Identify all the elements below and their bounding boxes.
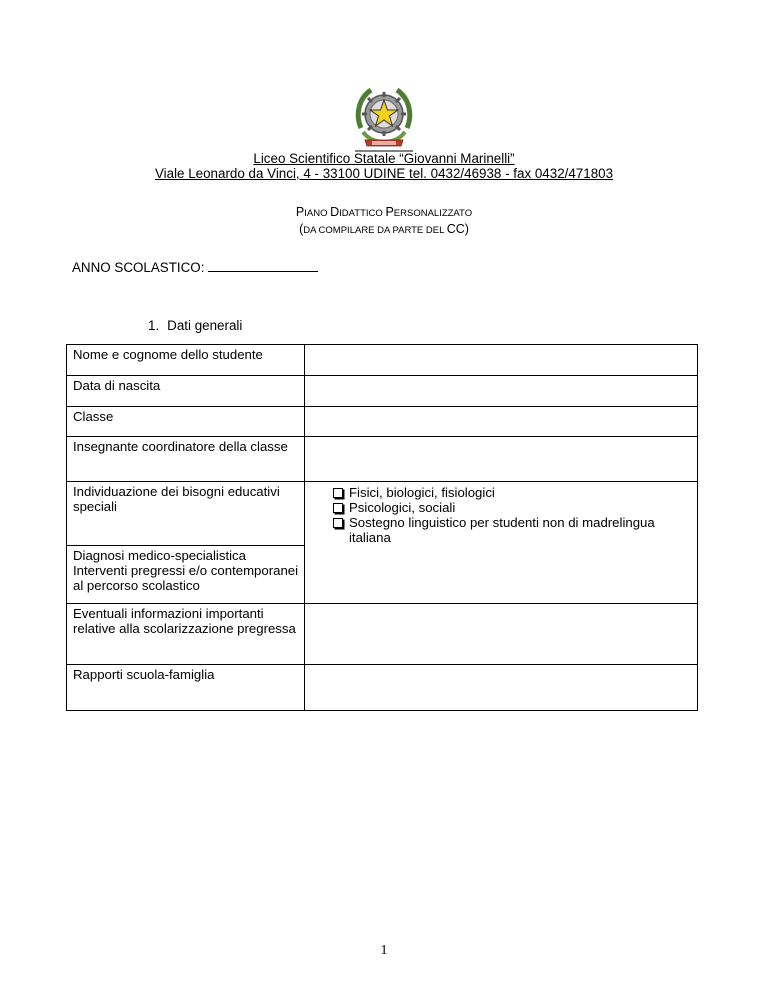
row-value-cell[interactable] bbox=[305, 376, 698, 407]
bes-option bbox=[333, 515, 692, 545]
row-label: Nome e cognome dello studente bbox=[67, 345, 305, 376]
checkbox-icon[interactable] bbox=[333, 518, 343, 528]
bes-option bbox=[333, 485, 692, 500]
school-address: Viale Leonardo da Vinci, 4 - 33100 UDINE tel. 0432/46938 - fax 0432/471803 bbox=[154, 166, 614, 181]
table-row bbox=[67, 482, 698, 546]
table-row bbox=[67, 665, 698, 711]
bes-option bbox=[333, 500, 692, 515]
bes-option-label: Fisici, biologici, fisiologici bbox=[349, 485, 495, 500]
title-segment: IDATTICO bbox=[339, 208, 386, 219]
row-value-cell[interactable] bbox=[305, 665, 698, 711]
title-segment: DA COMPILARE DA PARTE DEL bbox=[303, 225, 447, 236]
checkbox-icon[interactable] bbox=[333, 503, 343, 513]
section-heading bbox=[148, 318, 242, 333]
title-segment: CC) bbox=[446, 222, 469, 236]
row-label: Individuazione dei bisogni educativi speciali bbox=[67, 482, 305, 546]
school-year-label: ANNO SCOLASTICO: bbox=[72, 260, 205, 275]
row-value-cell[interactable] bbox=[305, 437, 698, 482]
row-value-cell[interactable] bbox=[305, 345, 698, 376]
school-year-field bbox=[72, 258, 318, 275]
school-name: Liceo Scientifico Statale “Giovanni Marinelli” bbox=[253, 151, 515, 166]
table-row bbox=[67, 376, 698, 407]
title-segment: IANO bbox=[304, 208, 331, 219]
table-row bbox=[67, 437, 698, 482]
bes-option-label: Psicologici, sociali bbox=[349, 500, 456, 515]
row-value-cell[interactable] bbox=[305, 604, 698, 665]
row-label: Diagnosi medico-specialistica Interventi pregressi e/o contemporanei al percorso scolastico bbox=[67, 546, 305, 604]
document-subtitle bbox=[0, 222, 768, 236]
italian-republic-emblem bbox=[353, 84, 415, 152]
bes-option-label: Sostegno linguistico per studenti non di madrelingua italiana bbox=[349, 515, 655, 545]
row-value-cell[interactable] bbox=[305, 546, 698, 604]
row-label: Eventuali informazioni importanti relative alla scolarizzazione pregressa bbox=[67, 604, 305, 665]
title-segment: P bbox=[385, 205, 394, 219]
title-segment: P bbox=[295, 205, 305, 219]
section-number: 1. bbox=[148, 318, 160, 333]
bes-options-cell bbox=[305, 482, 698, 546]
title-segment: D bbox=[330, 205, 340, 219]
row-label: Data di nascita bbox=[67, 376, 305, 407]
title-segment: ERSONALIZZATO bbox=[393, 208, 473, 219]
section-title: Dati generali bbox=[167, 318, 243, 333]
table-row bbox=[67, 345, 698, 376]
table-row bbox=[67, 407, 698, 437]
row-value-cell[interactable] bbox=[305, 407, 698, 437]
document-title bbox=[0, 205, 768, 219]
row-label: Insegnante coordinatore della classe bbox=[67, 437, 305, 482]
checkbox-icon[interactable] bbox=[333, 488, 343, 498]
page-number: 1 bbox=[380, 943, 388, 958]
bes-options-list bbox=[311, 485, 692, 545]
title-segment: ( bbox=[299, 222, 304, 236]
general-data-table bbox=[66, 344, 698, 711]
school-year-blank[interactable] bbox=[208, 258, 318, 272]
row-label: Rapporti scuola-famiglia bbox=[67, 665, 305, 711]
table-row bbox=[67, 546, 698, 604]
table-row bbox=[67, 604, 698, 665]
row-label: Classe bbox=[67, 407, 305, 437]
